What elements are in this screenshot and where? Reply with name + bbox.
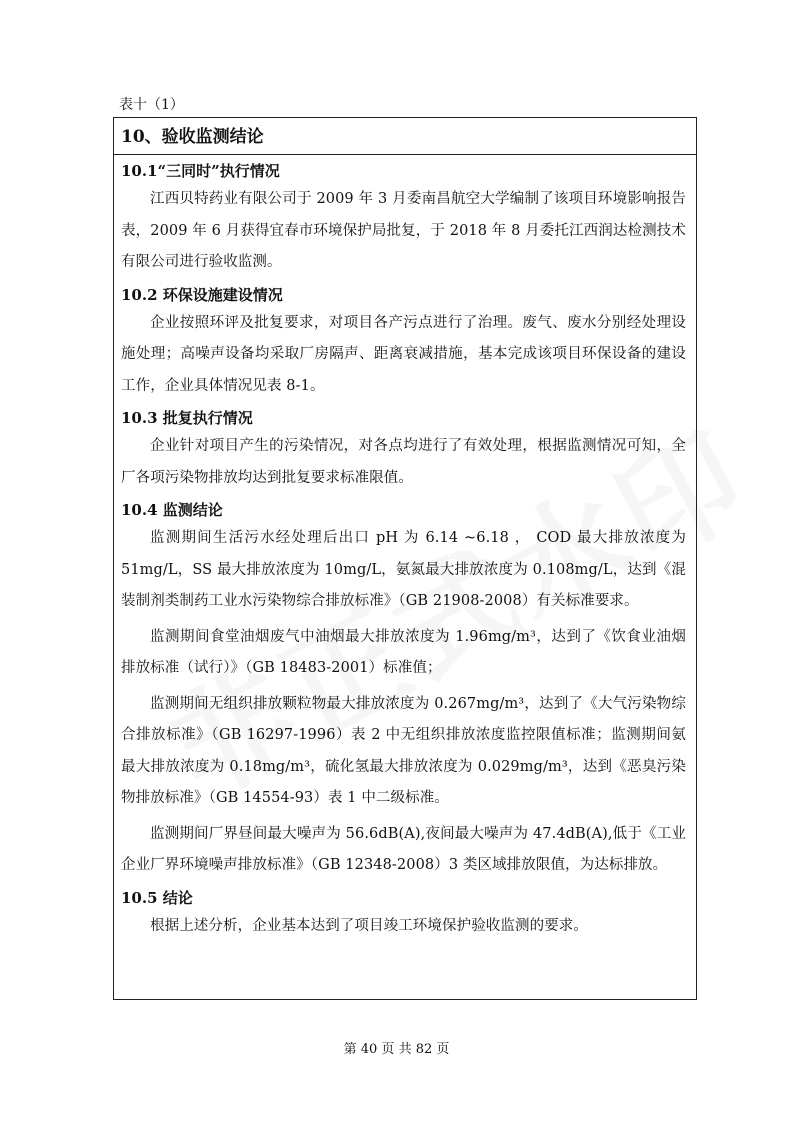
section-title: 10.3 批复执行情况 [121,409,253,427]
section-title: 10.4 监测结论 [121,501,223,519]
table-caption: 表十（1） [119,97,184,113]
table-body [114,162,696,942]
section-paragraph: 江西贝特药业有限公司于 2009 年 3 月委南昌航空大学编制了该项目环境影响报告表，2009 年 6 月获得宜春市环境保护局批复，于 2018 年 8 月委托江西润达检测技术有限公司进行验收监测。 [121,191,686,270]
section-paragraph: 企业针对项目产生的污染情况，对各点均进行了有效处理，根据监测情况可知，全厂各项污染物排放均达到批复要求标准限值。 [121,438,686,486]
section-title: 10.2 环保设施建设情况 [121,285,283,304]
section-paragraph: 监测期间厂界昼间最大噪声为 56.6dB(A),夜间最大噪声为 47.4dB(A),低于《工业企业厂界环境噪声排放标准》（GB 12348-2008）3 类区域排放限值，为达标排放。 [121,825,686,873]
section-paragraph: 监测期间食堂油烟废气中油烟最大排放浓度为 1.96mg/m³，达到了《饮食业油烟排放标准（试行）》（GB 18483-2001）标准值； [121,628,686,676]
page-number-footer: 第 40 页 共 82 页 [343,1042,450,1057]
table-header-title: 10、验收监测结论 [114,118,696,155]
section-title: 10.1“三同时”执行情况 [121,162,280,180]
section-paragraph: 监测期间无组织排放颗粒物最大排放浓度为 0.267mg/m³，达到了《大气污染物综合排放标准》（GB 16297-1996）表 2 中无组织排放浓度监控限值标准；监测期间氨最大排放浓度为 0.18mg/m³，硫化氢最大排放浓度为 0.029mg/m³，达到《恶臭污染物排放标准》（GB 14554-93）表 1 中二级标准。 [121,695,686,806]
section-title: 10.5 结论 [121,888,193,907]
section-paragraph: 根据上述分析，企业基本达到了项目竣工环境保护验收监测的要求。 [150,917,588,934]
section-paragraph: 企业按照环评及批复要求，对项目各产污点进行了治理。废气、废水分别经处理设施处理；高噪声设备均采取厂房隔声、距离衰减措施，基本完成该项目环保设备的建设工作，企业具体情况见表 8-1。 [121,314,686,394]
section-paragraph: 监测期间生活污水经处理后出口 pH 为 6.14 ~6.18 ， COD 最大排放浓度为 51mg/L，SS 最大排放浓度为 10mg/L，氨氮最大排放浓度为 0.108mg/L，达到《混装制剂类制药工业水污染物综合排放标准》（GB 21908-2008）有关标准要求。 [121,530,686,609]
conclusion-table [113,117,697,1000]
